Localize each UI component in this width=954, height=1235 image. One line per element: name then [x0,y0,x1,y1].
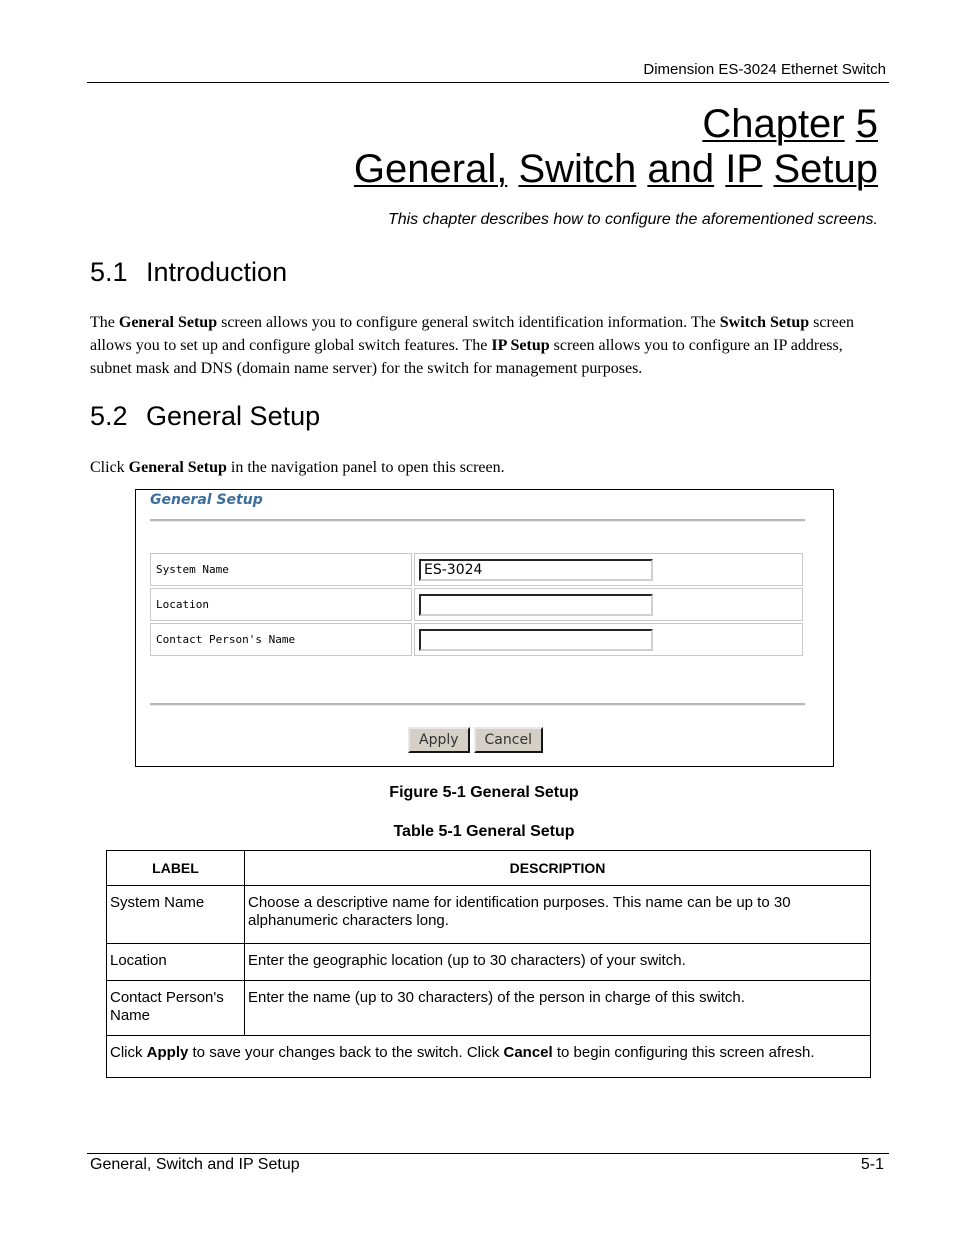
chapter-title [354,146,878,192]
intro-paragraph: The General Setup screen allows you to configure general switch identification information. The Switch Setup screen allows you to set up and configure global switch features. The IP Setup screen allows you to configure an IP address, subnet mask and DNS (domain name server) for the switch for management purposes. [90,314,854,377]
field-cell [414,623,803,656]
table-footer-note: Click Apply to save your changes back to the switch. Click Cancel to begin configuring this screen afresh. [107,1036,871,1078]
table-caption: Table 5-1 General Setup [393,823,575,840]
contact-name-input[interactable] [419,629,653,651]
section-title: General Setup [146,401,321,431]
running-header: Dimension ES-3024 Ethernet Switch [643,61,886,78]
section-heading [90,257,287,288]
chapter-title-word: General, [353,147,508,191]
field-label: Contact Person's Name [150,623,412,656]
instruction-paragraph: Click General Setup in the navigation panel to open this screen. [90,459,505,476]
section-number: 5.2 [90,401,128,431]
divider [150,703,805,706]
field-label: Location [150,588,412,621]
section-heading [90,401,320,432]
apply-button[interactable]: Apply [408,727,470,753]
form-row-system-name [150,553,803,586]
form-row-location [150,588,803,621]
field-label: System Name [150,553,412,586]
row-description: Enter the geographic location (up to 30 characters) of your switch. [245,944,871,981]
table-row [107,944,871,981]
field-cell [414,553,803,586]
figure-caption: Figure 5-1 General Setup [389,784,579,801]
row-label: Contact Person's Name [107,981,245,1036]
field-cell [414,588,803,621]
screen-title: General Setup [150,492,263,508]
row-label: Location [107,944,245,981]
column-header: DESCRIPTION [245,851,871,886]
section-number: 5.1 [90,257,128,287]
footer-rule [87,1153,889,1154]
row-description: Choose a descriptive name for identification purposes. This name can be up to 30 alphanumeric characters long. [245,886,871,944]
footer-chapter-title: General, Switch and IP Setup [90,1156,300,1173]
chapter-title-word: IP [725,147,763,191]
column-header: LABEL [107,851,245,886]
chapter-label [702,101,878,147]
table-row [107,981,871,1036]
header-rule [87,82,889,83]
form-row-contact [150,623,803,656]
cancel-button[interactable]: Cancel [474,727,543,753]
row-description: Enter the name (up to 30 characters) of the person in charge of this switch. [245,981,871,1036]
chapter-number: 5 [855,102,878,146]
chapter-word: Chapter [702,102,845,146]
chapter-title-word: and [647,147,715,191]
page-number: 5-1 [860,1156,884,1173]
chapter-title-word: Setup [773,147,878,191]
row-label: System Name [107,886,245,944]
table-header-row [107,851,871,886]
system-name-input[interactable]: ES-3024 [419,559,653,581]
chapter-title-word: Switch [518,147,637,191]
section-title: Introduction [146,257,288,287]
divider [150,519,805,522]
general-setup-screenshot [135,489,834,767]
table-footer-row [107,1036,871,1078]
chapter-intro: This chapter describes how to configure the aforementioned screens. [387,211,878,228]
settings-form [150,553,803,658]
description-table [106,850,871,1078]
button-bar [408,727,543,753]
location-input[interactable] [419,594,653,616]
table-row [107,886,871,944]
